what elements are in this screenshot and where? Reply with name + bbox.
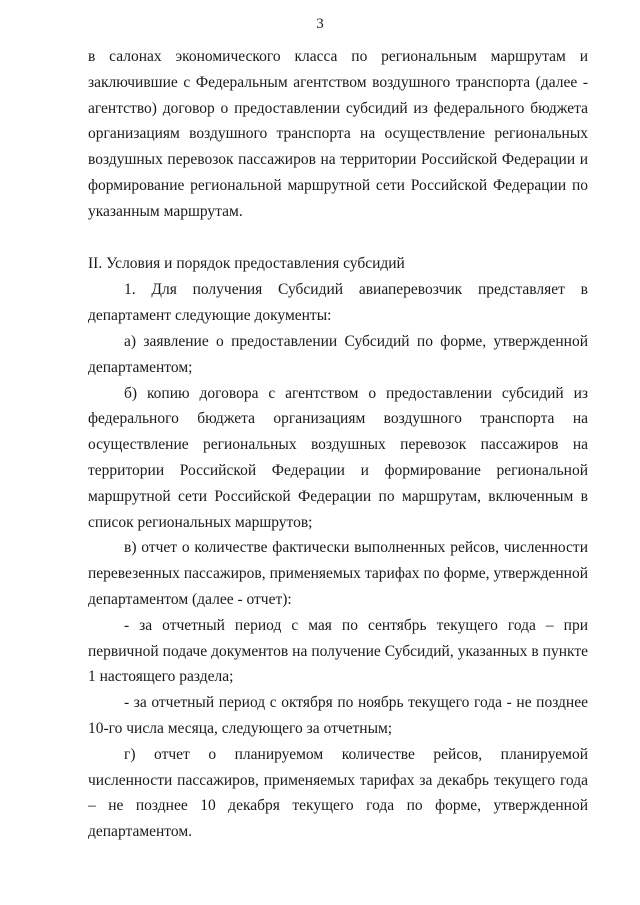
paragraph-intro: в салонах экономического класса по региональным маршрутам и заключившие с Федеральным агентством воздушного транспорта (далее - агентство) договор о предоставлении субсидий из федерального бюджета организациям воздушного транспорта на осуществление региональных воздушных перевозок пассажиров на территории Российской Федерации и формирование региональной маршрутной сети Российской Федерации по указанным маршрутам. xyxy=(88,48,588,220)
paragraph-item-g: г) отчет о планируемом количестве рейсов, планируемой численности пассажиров, применяемых тарифах за декабрь текущего года – не позднее 10 декабря текущего года по форме, утвержденной департаментом. xyxy=(88,745,588,841)
paragraph-item-v: в) отчет о количестве фактически выполненных рейсов, численности перевезенных пассажиров, применяемых тарифах по форме, утвержденной департаментом (далее - отчет): xyxy=(88,539,588,608)
paragraph-dash-2: - за отчетный период с октября по ноябрь текущего года - не позднее 10-го числа месяца, следующего за отчетным; xyxy=(88,694,588,737)
paragraph-dash-1: - за отчетный период с мая по сентябрь текущего года – при первичной подаче документов на получение Субсидий, указанных в пункте 1 настоящего раздела; xyxy=(88,616,588,686)
paragraph-item-1: 1. Для получения Субсидий авиаперевозчик представляет в департамент следующие документы: xyxy=(88,281,588,325)
paragraph-item-a: а) заявление о предоставлении Субсидий по форме, утвержденной департаментом; xyxy=(88,332,588,376)
page-number: 3 xyxy=(316,16,324,32)
paragraph-item-b: б) копию договора с агентством о предоставлении субсидий из федерального бюджета организациям воздушного транспорта на осуществление региональных воздушных перевозок пассажиров на территории Российской Федерации и формирование региональной маршрутной сети Российской Федерации по маршрутам, включенным в список региональных маршрутов; xyxy=(88,384,588,531)
document-body xyxy=(88,44,588,845)
section-title: II. Условия и порядок предоставления субсидий xyxy=(88,254,405,272)
